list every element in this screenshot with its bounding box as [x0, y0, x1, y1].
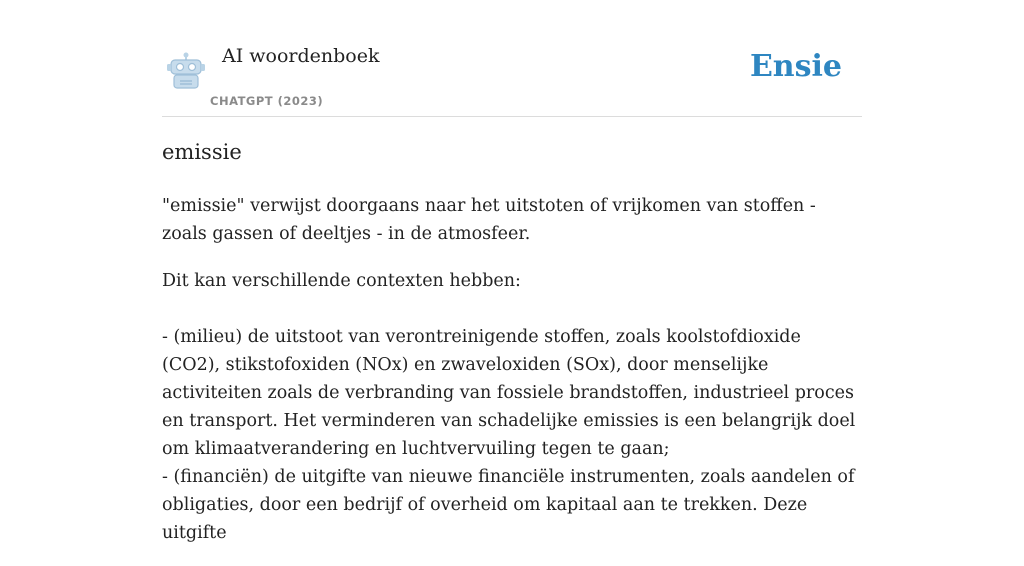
entry-definition [162, 192, 862, 566]
ensie-logo-link[interactable]: Ensie [749, 49, 842, 84]
entry-term: emissie [162, 140, 242, 164]
page [162, 0, 862, 543]
source-label: CHATGPT (2023) [210, 94, 324, 108]
robot-icon [166, 52, 206, 90]
definition-paragraph: "emissie" verwijst doorgaans naar het uitstoten of vrijkomen van stoffen - zoals gassen of deeltjes - in de atmosfeer. [162, 196, 816, 244]
site-title[interactable]: AI woordenboek [222, 45, 380, 67]
header [162, 0, 862, 117]
definition-paragraph: Dit kan verschillende contexten hebben: - (milieu) de uitstoot van verontreinigende stoffen, zoals koolstofdioxide (CO2), stikstofoxiden (NOx) en zwaveloxiden (SOx), door menselijke activiteiten zoals de verbranding van fossiele brandstoffen, industrieel proces en transport. Het verminderen van schadelijke emissies is een belangrijk doel om klimaatverandering en luchtvervuiling tegen te gaan; - (financiën) de uitgifte van nieuwe financiële instrumenten, zoals aandelen of obligaties, door een bedrijf of overheid om kapitaal aan te trekken. Deze uitgifte [162, 271, 856, 543]
